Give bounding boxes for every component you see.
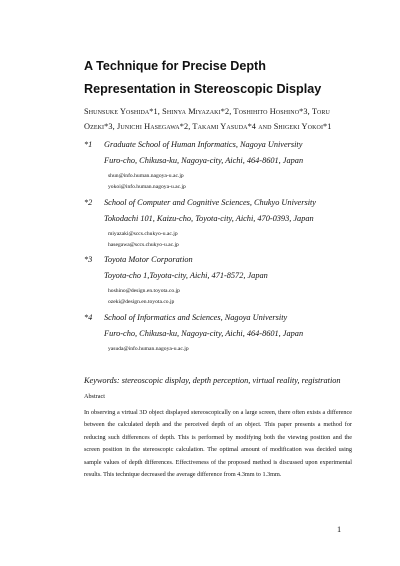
affiliation-3 <box>84 254 384 308</box>
author-email: miyazaki@sccs.chukyo-u.ac.jp <box>108 231 178 237</box>
abstract-heading: Abstract <box>84 393 105 400</box>
affiliation-heading <box>84 254 384 265</box>
author-email: hoshino@design.en.toyota.co.jp <box>108 288 180 294</box>
affiliation-address: Furo-cho, Chikusa-ku, Nagoya-city, Aichi, 464-8601, Japan <box>104 156 304 165</box>
affiliation-2 <box>84 197 384 251</box>
affiliation-address: Furo-cho, Chikusa-ku, Nagoya-city, Aichi, 464-8601, Japan <box>104 329 304 338</box>
authors-line-1: Shunsuke Yoshida*1, Shinya Miyazaki*2, Toshihito Hoshino*3, Toru <box>84 107 330 116</box>
affiliation-mark: *1 <box>84 140 93 149</box>
title-line-2: Representation in Stereoscopic Display <box>84 82 322 96</box>
affiliation-heading <box>84 197 384 208</box>
author-list <box>84 104 374 134</box>
affiliation-heading <box>84 139 384 150</box>
author-email: shun@info.human.nagoya-u.ac.jp <box>108 173 184 179</box>
abstract-text: In observing a virtual 3D object displayed stereoscopically on a large screen, there often exists a difference between the calculated depth and the perceived depth of an object. This paper presents a method for reducing such differences of depth. This is performed by modifying both the viewing position and the screen position in the stereoscopic calculation. The optimal amount of modification was decided using sample values of depth differences. Effectiveness of the proposed method is discussed upon experimental results. This technique decreased the average difference from 4.3mm to 1.3mm. <box>84 409 352 479</box>
affiliation-1 <box>84 139 384 193</box>
author-email: hasegawa@sccs.chukyo-u.ac.jp <box>108 242 179 248</box>
affiliation-heading <box>84 312 384 323</box>
paper-title <box>84 55 374 101</box>
affiliation-mark: *2 <box>84 198 93 207</box>
author-email: yasuda@info.human.nagoya-u.ac.jp <box>108 346 189 352</box>
affiliation-name: Toyota Motor Corporation <box>104 255 193 264</box>
affiliation-address: Toyota-cho 1,Toyota-city, Aichi, 471-8572, Japan <box>104 271 268 280</box>
title-line-1: A Technique for Precise Depth <box>84 59 266 73</box>
affiliation-4 <box>84 312 384 355</box>
affiliation-address: Tokodachi 101, Kaizu-cho, Toyota-city, Aichi, 470-0393, Japan <box>104 214 314 223</box>
affiliation-mark: *3 <box>84 255 93 264</box>
affiliation-name: School of Informatics and Sciences, Nagoya University <box>104 313 288 322</box>
affiliation-name: Graduate School of Human Informatics, Nagoya University <box>104 140 303 149</box>
affiliation-name: School of Computer and Cognitive Sciences, Chukyo University <box>104 198 316 207</box>
author-email: yokoi@info.human.nagoya-u.ac.jp <box>108 184 186 190</box>
affiliation-mark: *4 <box>84 313 93 322</box>
keywords: Keywords: stereoscopic display, depth perception, virtual reality, registration <box>84 376 341 385</box>
page-number: 1 <box>337 525 342 534</box>
authors-line-2: Ozeki*3, Junichi Hasegawa*2, Takami Yasuda*4 and Shigeki Yokoi*1 <box>84 122 332 131</box>
author-email: ozeki@design.en.toyota.co.jp <box>108 299 175 305</box>
